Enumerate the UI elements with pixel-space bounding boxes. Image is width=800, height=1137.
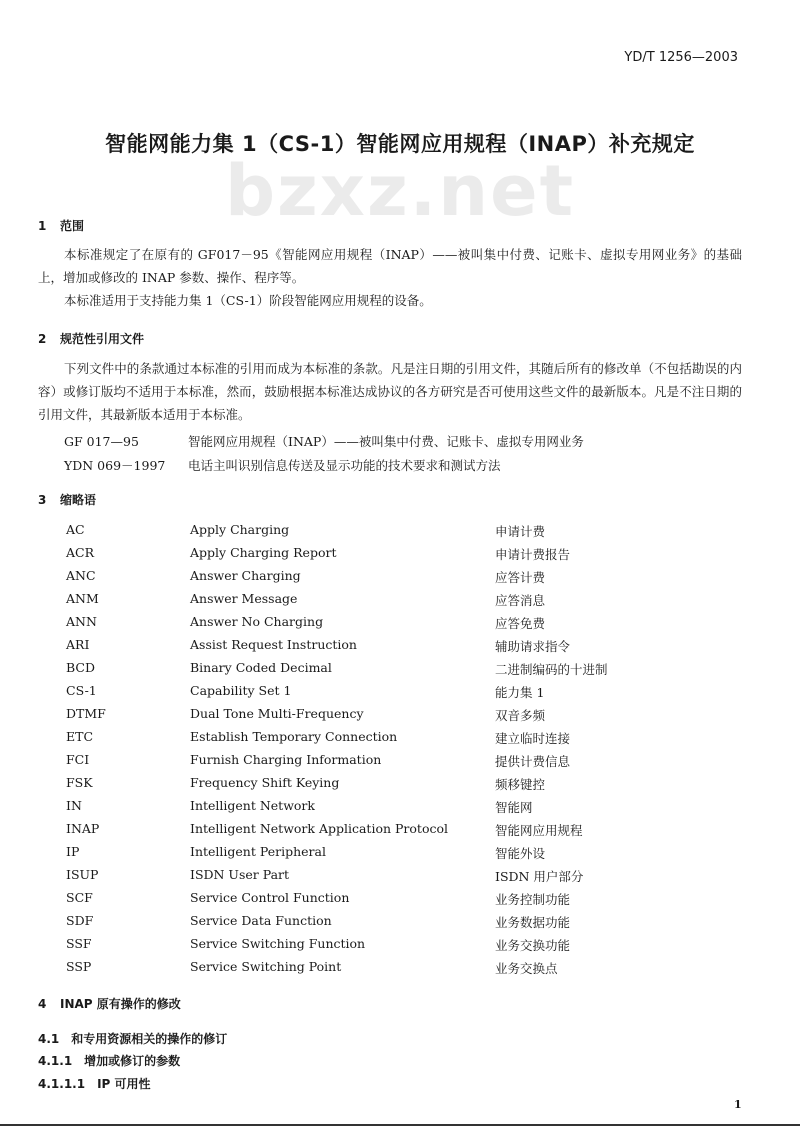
subsection-4-1-1-heading: [38, 1052, 180, 1069]
abbreviation-row: [0, 775, 800, 797]
abbr-chinese: 应答消息: [495, 593, 546, 608]
abbr: SDF: [66, 913, 94, 928]
section-number: 1: [38, 219, 47, 233]
abbr-chinese: 申请计费报告: [495, 547, 571, 562]
abbr: SSF: [66, 936, 92, 951]
section-3-heading: [38, 491, 96, 508]
abbreviation-row: [0, 545, 800, 567]
abbreviation-row: [0, 522, 800, 544]
abbr-chinese: 智能网: [495, 800, 533, 815]
abbr-chinese: 辅助请求指令: [495, 639, 571, 654]
subsection-title: 和专用资源相关的操作的修订: [71, 1032, 228, 1046]
abbr: ACR: [66, 545, 95, 560]
subsection-title: IP 可用性: [97, 1077, 151, 1091]
abbr: INAP: [66, 821, 100, 836]
abbr-english: Service Data Function: [190, 913, 332, 928]
section-number: 2: [38, 332, 47, 346]
abbr-chinese: 应答免费: [495, 616, 546, 631]
abbr: FCI: [66, 752, 90, 767]
abbr: AC: [66, 522, 85, 537]
abbr-english: Service Control Function: [190, 890, 350, 905]
abbreviation-row: [0, 821, 800, 843]
abbr-english: ISDN User Part: [190, 867, 290, 882]
subsection-number: 4.1: [38, 1032, 60, 1046]
abbr-english: Answer Message: [190, 591, 298, 606]
abbr: SSP: [66, 959, 92, 974]
subsection-4-1-heading: [38, 1030, 227, 1047]
abbr-chinese: 智能外设: [495, 846, 546, 861]
subsection-number: 4.1.1: [38, 1054, 73, 1068]
abbr: ANM: [66, 591, 99, 606]
section-number: 3: [38, 493, 47, 507]
document-title: 智能网能力集 1（CS-1）智能网应用规程（INAP）补充规定: [105, 132, 695, 156]
abbreviation-row: [0, 798, 800, 820]
abbr-chinese: 二进制编码的十进制: [495, 662, 608, 677]
abbreviation-row: [0, 959, 800, 981]
abbr-english: Apply Charging: [190, 522, 290, 537]
abbr: ISUP: [66, 867, 99, 882]
abbr-english: Binary Coded Decimal: [190, 660, 332, 675]
reference-item: [64, 456, 501, 474]
abbr-chinese: 双音多频: [495, 708, 546, 723]
abbr-chinese: 建立临时连接: [495, 731, 571, 746]
footer-rule: [0, 1124, 800, 1126]
abbreviation-row: [0, 867, 800, 889]
reference-title: 智能网应用规程（INAP）——被叫集中付费、记账卡、虚拟专用网业务: [188, 434, 584, 449]
abbr: CS-1: [66, 683, 97, 698]
abbr: ANC: [66, 568, 96, 583]
abbr-english: Dual Tone Multi-Frequency: [190, 706, 364, 721]
section-title: INAP 原有操作的修改: [60, 997, 181, 1011]
abbr-english: Service Switching Function: [190, 936, 366, 951]
abbreviation-row: [0, 568, 800, 590]
abbr-chinese: 提供计费信息: [495, 754, 571, 769]
section-1-paragraph-1: 本标准规定了在原有的 GF017－95《智能网应用规程（INAP）——被叫集中付费、记账卡、虚拟专用网业务》的基础上，增加或修改的 INAP 参数、操作、程序等。: [38, 247, 742, 285]
abbreviation-row: [0, 591, 800, 613]
abbr: ANN: [66, 614, 97, 629]
abbr-chinese: 应答计费: [495, 570, 546, 585]
abbreviation-row: [0, 890, 800, 912]
abbreviation-row: [0, 706, 800, 728]
abbr-english: Establish Temporary Connection: [190, 729, 398, 744]
abbr-chinese: ISDN 用户部分: [495, 869, 584, 884]
abbr-chinese: 业务交换功能: [495, 938, 571, 953]
abbr-chinese: 申请计费: [495, 524, 546, 539]
section-title: 缩略语: [60, 493, 97, 507]
abbreviation-row: [0, 683, 800, 705]
abbreviation-row: [0, 614, 800, 636]
abbr-english: Answer No Charging: [190, 614, 324, 629]
abbr-chinese: 业务数据功能: [495, 915, 571, 930]
abbr: BCD: [66, 660, 96, 675]
section-number: 4: [38, 997, 47, 1011]
section-title: 规范性引用文件: [60, 332, 145, 346]
section-2-paragraph: 下列文件中的条款通过本标准的引用而成为本标准的条款。凡是注日期的引用文件，其随后所有的修改单（不包括勘误的内容）或修订版均不适用于本标准，然而，鼓励根据本标准达成协议的各方研究是否可使用这些文件的最新版本。凡是不注日期的引用文件，其最新版本适用于本标准。: [38, 361, 742, 422]
abbr: SCF: [66, 890, 93, 905]
abbr-english: Intelligent Network: [190, 798, 315, 813]
watermark: bzxz.net: [224, 150, 576, 232]
reference-item: [64, 432, 584, 450]
abbr-chinese: 能力集 1: [495, 685, 545, 700]
page-number: 1: [734, 1098, 742, 1111]
subsection-title: 增加或修订的参数: [84, 1054, 181, 1068]
abbr-chinese: 智能网应用规程: [495, 823, 583, 838]
abbreviation-row: [0, 844, 800, 866]
abbr-english: Capability Set 1: [190, 683, 292, 698]
abbr-english: Service Switching Point: [190, 959, 342, 974]
abbreviation-row: [0, 637, 800, 659]
section-4-heading: [38, 995, 181, 1012]
abbr-english: Intelligent Network Application Protocol: [190, 821, 448, 836]
abbr-english: Frequency Shift Keying: [190, 775, 340, 790]
subsection-4-1-1-1-heading: [38, 1075, 151, 1092]
abbreviation-row: [0, 936, 800, 958]
section-1-paragraph-2: 本标准适用于支持能力集 1（CS-1）阶段智能网应用规程的设备。: [64, 293, 432, 308]
abbr: DTMF: [66, 706, 106, 721]
abbr-chinese: 业务控制功能: [495, 892, 571, 907]
abbr-chinese: 频移键控: [495, 777, 546, 792]
abbreviation-row: [0, 913, 800, 935]
abbreviation-row: [0, 729, 800, 751]
reference-code: YDN 069－1997: [64, 458, 166, 473]
standard-code: YD/T 1256—2003: [624, 50, 738, 65]
subsection-number: 4.1.1.1: [38, 1077, 86, 1091]
abbr-english: Assist Request Instruction: [190, 637, 357, 652]
reference-code: GF 017—95: [64, 434, 139, 449]
abbr: IN: [66, 798, 82, 813]
abbr: ARI: [66, 637, 90, 652]
reference-title: 电话主叫识别信息传送及显示功能的技术要求和测试方法: [188, 458, 501, 473]
section-2-heading: [38, 330, 144, 347]
abbr: ETC: [66, 729, 94, 744]
section-1-heading: [38, 217, 84, 234]
abbr-english: Apply Charging Report: [190, 545, 337, 560]
abbr-english: Answer Charging: [190, 568, 301, 583]
abbreviation-row: [0, 660, 800, 682]
abbr-chinese: 业务交换点: [495, 961, 558, 976]
abbr-english: Furnish Charging Information: [190, 752, 382, 767]
section-title: 范围: [60, 219, 85, 233]
abbr: IP: [66, 844, 80, 859]
abbr: FSK: [66, 775, 93, 790]
abbr-english: Intelligent Peripheral: [190, 844, 326, 859]
abbreviation-row: [0, 752, 800, 774]
